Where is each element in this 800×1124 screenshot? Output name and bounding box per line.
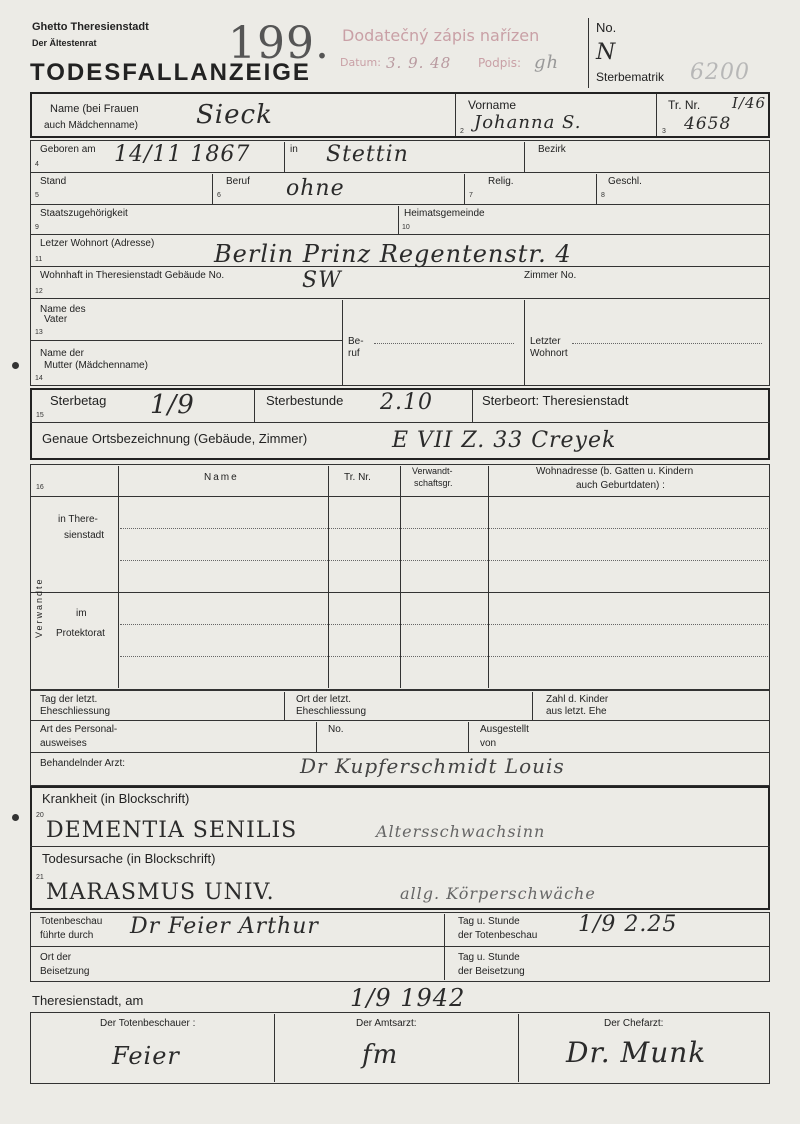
sterbematrik-value: 6200 [690, 60, 750, 85]
col-wohn-1: Wohnadresse (b. Gatten u. Kindern [536, 466, 694, 477]
sterbeort-label: Sterbeort: Theresienstadt [482, 393, 629, 408]
ehe-ort-label-1: Ort der letzt. [296, 694, 352, 705]
wohnort-value: Berlin Prinz Regentenstr. 4 [214, 240, 572, 268]
arzt-label: Behandelnder Arzt: [40, 758, 126, 769]
col-name: Name [204, 472, 239, 483]
tag-toten-label-2: der Totenbeschau [458, 930, 538, 941]
sterbestunde-value: 2.10 [380, 390, 433, 415]
toten-value: Dr Feier Arthur [130, 914, 319, 939]
ausgestellt-label-1: Ausgestellt [480, 724, 529, 735]
col-wohn-2: auch Geburtdaten) : [576, 480, 665, 491]
col-tr: Tr. Nr. [344, 472, 371, 483]
beruf2-label-1: Be- [348, 336, 364, 347]
name-value: Sieck [196, 100, 273, 130]
sterbetag-label: Sterbetag [50, 393, 107, 408]
stamp-podpis-value: gh [534, 52, 560, 73]
wohnort-label: Letzer Wohnort (Adresse) [40, 238, 155, 249]
letzter-label-1: Letzter [530, 336, 561, 347]
mutter-label-2: Mutter (Mädchenname) [44, 360, 148, 371]
sig1-label: Der Totenbeschauer : [100, 1018, 196, 1029]
in-value: Stettin [326, 142, 409, 167]
ausweis-no-label: No. [328, 724, 344, 735]
ausgestellt-label-2: von [480, 738, 497, 749]
name-label: Name (bei Frauen [50, 103, 139, 115]
org-council: Der Ältestenrat [32, 38, 97, 48]
header-divider [588, 18, 589, 88]
in-theresienstadt-1: in There- [58, 514, 98, 525]
beruf-value: ohne [286, 176, 345, 201]
beruf2-label-2: ruf [348, 348, 360, 359]
in-label: in [290, 144, 298, 155]
ursache-value: MARASMUS UNIV. [46, 880, 275, 905]
ursache-note: allg. Körperschwäche [400, 884, 596, 903]
ortsbezeichnung-value: E VII Z. 33 Creyek [392, 428, 617, 453]
name-label-2: auch Mädchenname) [44, 120, 138, 131]
tr-value-2: 4658 [684, 114, 732, 134]
vater-label-2: Vater [44, 314, 68, 325]
punch-hole-mark [12, 814, 19, 821]
vorname-label: Vorname [468, 98, 517, 112]
ursache-label: Todesursache (in Blockschrift) [42, 851, 216, 866]
letzter-label-2: Wohnort [530, 348, 568, 359]
krankheit-note: Altersschwachsinn [376, 822, 546, 841]
sterbematrik-label: Sterbematrik [596, 70, 665, 84]
ortsbezeichnung-label: Genaue Ortsbezeichnung (Gebäude, Zimmer) [42, 431, 308, 446]
death-certificate-sheet: Ghetto Theresienstadt Der Ältestenrat TODESFALLANZEIGE 199. Dodatečný zápis nařízen Datum: 3. 9. 48 Podpis: gh No. N Sterbematrik 6200 Name (bei Frauen auch Mädchenname) Sieck Vorname Johanna S. Tr. Nr. I/46 4658 2 3 Geboren am 14/11 1867 in Stettin Bezirk 4 Stand Beruf ohne Relig. Geschl. 5 6 7 8 Staatszugehörigkeit Heimatsgemeinde 9 10 Letzer Wohnort (Adresse) Berlin Prinz Regentenstr. 4 11 Wohnhaft in Theresienstadt Gebäude No. SW Zimmer No. 12 Name des Vater 13 Be- ruf Letzter Wohnort Name der Mutter (Mädchenname) 14 Sterbetag 1/9 Sterbestunde 2.10 Sterbeort: Theresienstadt 15 Genaue Ortsbezeichnung (Gebäude, Zimmer) E VII Z. 33 Creyek 16 Name Tr. Nr. Verwandt- schaftsgr. Wohnadresse (b. Gatten u. Kindern auch Geburtdaten) : Verwandte in There- sienstadt im Protektorat Tag der letzt. Eheschliessung Ort der letzt. Eheschliessung Zahl d. Kinder aus letzt. Ehe Art des Personal- ausweises No. Ausgestellt von Behandelnder Arzt: Dr Kupferschmidt Louis Krankheit (in Blockschrift) 20 DEMENTIA SENILIS Altersschwachsinn Todesursache (in Blockschrift) 21 MARASMUS UNIV. allg. Körperschwäche Totenbeschau führte durch Dr Feier Arthur Tag u. Stunde der Totenbeschau 1/9 2.25 Ort der Beisetzung Tag u. Stunde der Beisetzung Theresienstadt, am 1/9 1942 Der Totenbeschauer : Der Amtsarzt: Der Chefarzt: Feier fm Dr. Munk [0, 0, 800, 1124]
relatives-side-label: Verwandte [34, 577, 44, 638]
tr-value-1: I/46 [732, 94, 767, 112]
beruf-label: Beruf [226, 176, 250, 187]
zimmer-label: Zimmer No. [524, 270, 577, 281]
col-verw-1: Verwandt- [412, 466, 453, 476]
geschl-label: Geschl. [608, 176, 642, 187]
sterbestunde-label: Sterbestunde [266, 393, 344, 408]
geboren-label: Geboren am [40, 144, 96, 155]
no-label: No. [596, 20, 617, 35]
im-2: Protektorat [56, 628, 105, 639]
sig2-label: Der Amtsarzt: [356, 1018, 417, 1029]
mutter-label-1: Name der [40, 348, 84, 359]
sig2-value: fm [362, 1040, 399, 1070]
org-name: Ghetto Theresienstadt [32, 21, 149, 33]
ehe-tag-label-2: Eheschliessung [40, 706, 111, 717]
ausweis-label-2: ausweises [40, 738, 87, 749]
ehe-ort-label-2: Eheschliessung [296, 706, 367, 717]
place-label: Theresienstadt, am [32, 993, 144, 1008]
in-theresienstadt-2: sienstadt [64, 530, 105, 541]
geboren-value: 14/11 1867 [114, 142, 251, 167]
ort-beisetzung-label-1: Ort der [40, 952, 72, 963]
sterbetag-value: 1/9 [150, 390, 195, 420]
stand-label: Stand [40, 176, 67, 187]
tag-beisetzung-label-1: Tag u. Stunde [458, 952, 520, 963]
arzt-value: Dr Kupferschmidt Louis [300, 754, 565, 778]
wohnhaft-value: SW [302, 268, 342, 293]
col-verw-2: schaftsgr. [414, 478, 453, 488]
im-1: im [76, 608, 87, 619]
kinder-label-2: aus letzt. Ehe [546, 706, 607, 717]
sig1-value: Feier [112, 1042, 180, 1070]
name-box [30, 92, 770, 138]
punch-hole-mark [12, 362, 19, 369]
vater-label-1: Name des [40, 304, 86, 315]
kinder-label-1: Zahl d. Kinder [546, 694, 609, 705]
hand-number: 199. [228, 18, 330, 69]
place-date-value: 1/9 1942 [350, 984, 466, 1012]
stamp-datum-value: 3. 9. 48 [386, 54, 452, 72]
bezirk-label: Bezirk [538, 144, 566, 155]
wohnhaft-label: Wohnhaft in Theresienstadt Gebäude No. [40, 270, 225, 281]
tr-label: Tr. Nr. [668, 98, 701, 112]
sig3-value: Dr. Munk [566, 1036, 707, 1069]
stamp-podpis-label: Podpis: [478, 56, 522, 70]
tag-toten-label-1: Tag u. Stunde [458, 916, 520, 927]
sig3-label: Der Chefarzt: [604, 1018, 664, 1029]
heimat-label: Heimatsgemeinde [404, 208, 485, 219]
ehe-tag-label-1: Tag der letzt. [40, 694, 98, 705]
relig-label: Relig. [488, 176, 514, 187]
toten-label-1: Totenbeschau [40, 916, 103, 927]
stamp-datum-label: Datum: [340, 56, 381, 69]
ort-beisetzung-label-2: Beisetzung [40, 966, 90, 977]
tag-toten-value: 1/9 2.25 [578, 912, 678, 937]
stamp-line: Dodatečný zápis nařízen [342, 26, 540, 45]
no-value: N [596, 40, 617, 65]
toten-label-2: führte durch [40, 930, 94, 941]
staats-label: Staatszugehörigkeit [40, 208, 128, 219]
tag-beisetzung-label-2: der Beisetzung [458, 966, 525, 977]
krankheit-value: DEMENTIA SENILIS [46, 818, 298, 843]
krankheit-label: Krankheit (in Blockschrift) [42, 791, 190, 806]
ausweis-label-1: Art des Personal- [40, 724, 118, 735]
form-title: TODESFALLANZEIGE [30, 59, 311, 86]
vorname-value: Johanna S. [474, 112, 582, 133]
